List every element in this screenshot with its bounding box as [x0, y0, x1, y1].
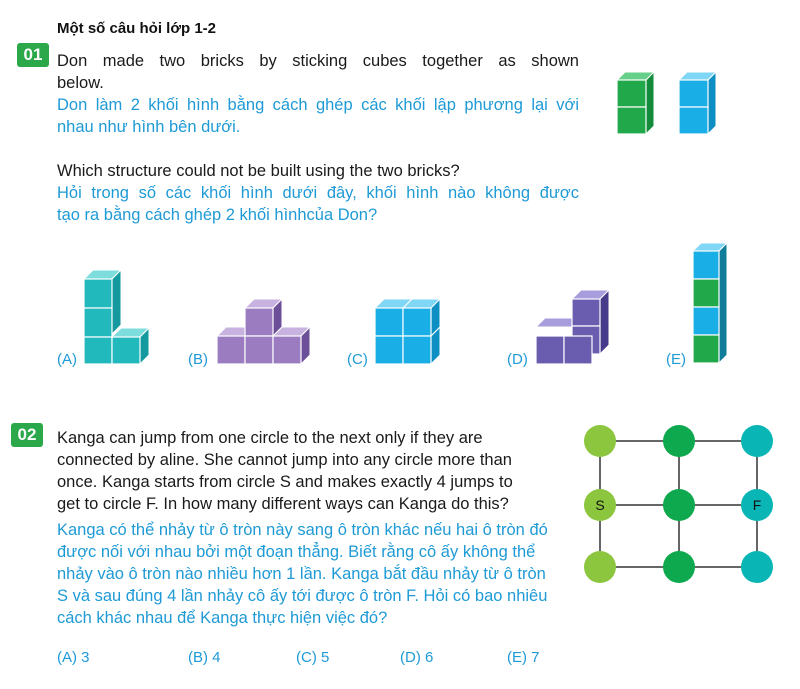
answer-c: (C) 5 [296, 649, 330, 666]
circle-node [663, 489, 695, 521]
answer-a: (A) 3 [57, 649, 90, 666]
q2-en-line-3: once. Kanga starts from circle S and makes exactly 4 jumps to [57, 473, 513, 491]
circle-node [741, 551, 773, 583]
option-a-label: (A) [57, 351, 77, 368]
answer-b: (B) 4 [188, 649, 221, 666]
q1-question-vi-line-2: tạo ra bằng cách ghép 2 khối hìnhcủa Don? [57, 206, 378, 224]
q1-vi-line-2: nhau như hình bên dưới. [57, 118, 241, 136]
circle-node [663, 551, 695, 583]
circle-node [584, 425, 616, 457]
q1-question-en: Which structure could not be built using the two bricks? [57, 162, 460, 180]
q2-en-line-1: Kanga can jump from one circle to the next only if they are [57, 429, 483, 447]
circle-node [741, 425, 773, 457]
question-2-badge: 02 [11, 423, 43, 447]
q1-vi-line-1: Don làm 2 khối hình bằng cách ghép các khối lập phương lại với [57, 96, 579, 114]
option-b-label: (B) [188, 351, 208, 368]
q2-vi-line-3: nhảy vào ô tròn nào nhiều hơn 1 lần. Kanga bắt đầu nhảy từ ô tròn [57, 565, 546, 583]
q2-en-line-4: get to circle F. In how many different ways can Kanga do this? [57, 495, 509, 513]
option-c-label: (C) [347, 351, 368, 368]
option-d-label: (D) [507, 351, 528, 368]
q2-vi-line-2: được nối với nhau bởi một đoạn thẳng. Biết rằng cô ấy không thể [57, 543, 536, 561]
q2-vi-line-1: Kanga có thể nhảy từ ô tròn này sang ô tròn khác nếu hai ô tròn đó [57, 521, 548, 539]
page-title: Một số câu hỏi lớp 1-2 [57, 20, 217, 37]
q1-question-vi-line-1: Hỏi trong số các khối hình dưới đây, khối hình nào không được [57, 184, 579, 202]
q1-en-line-1: Don made two bricks by sticking cubes together as shown [57, 52, 579, 70]
circle-node [663, 425, 695, 457]
q1-en-line-2: below. [57, 74, 104, 92]
answer-d: (D) 6 [400, 649, 434, 666]
node-s-label: S [595, 497, 605, 513]
q2-en-line-2: connected by aline. She cannot jump into any circle more than [57, 451, 512, 469]
circle-node [584, 551, 616, 583]
node-f-label: F [752, 497, 762, 513]
option-e-label: (E) [666, 351, 686, 368]
q2-vi-line-5: cách khác nhau để Kanga thực hiện việc đó? [57, 609, 388, 627]
question-1-badge: 01 [17, 43, 49, 67]
q2-vi-line-4: S và sau đúng 4 lần nhảy cô ấy tới được ô tròn F. Hỏi có bao nhiêu [57, 587, 548, 605]
answer-e: (E) 7 [507, 649, 540, 666]
